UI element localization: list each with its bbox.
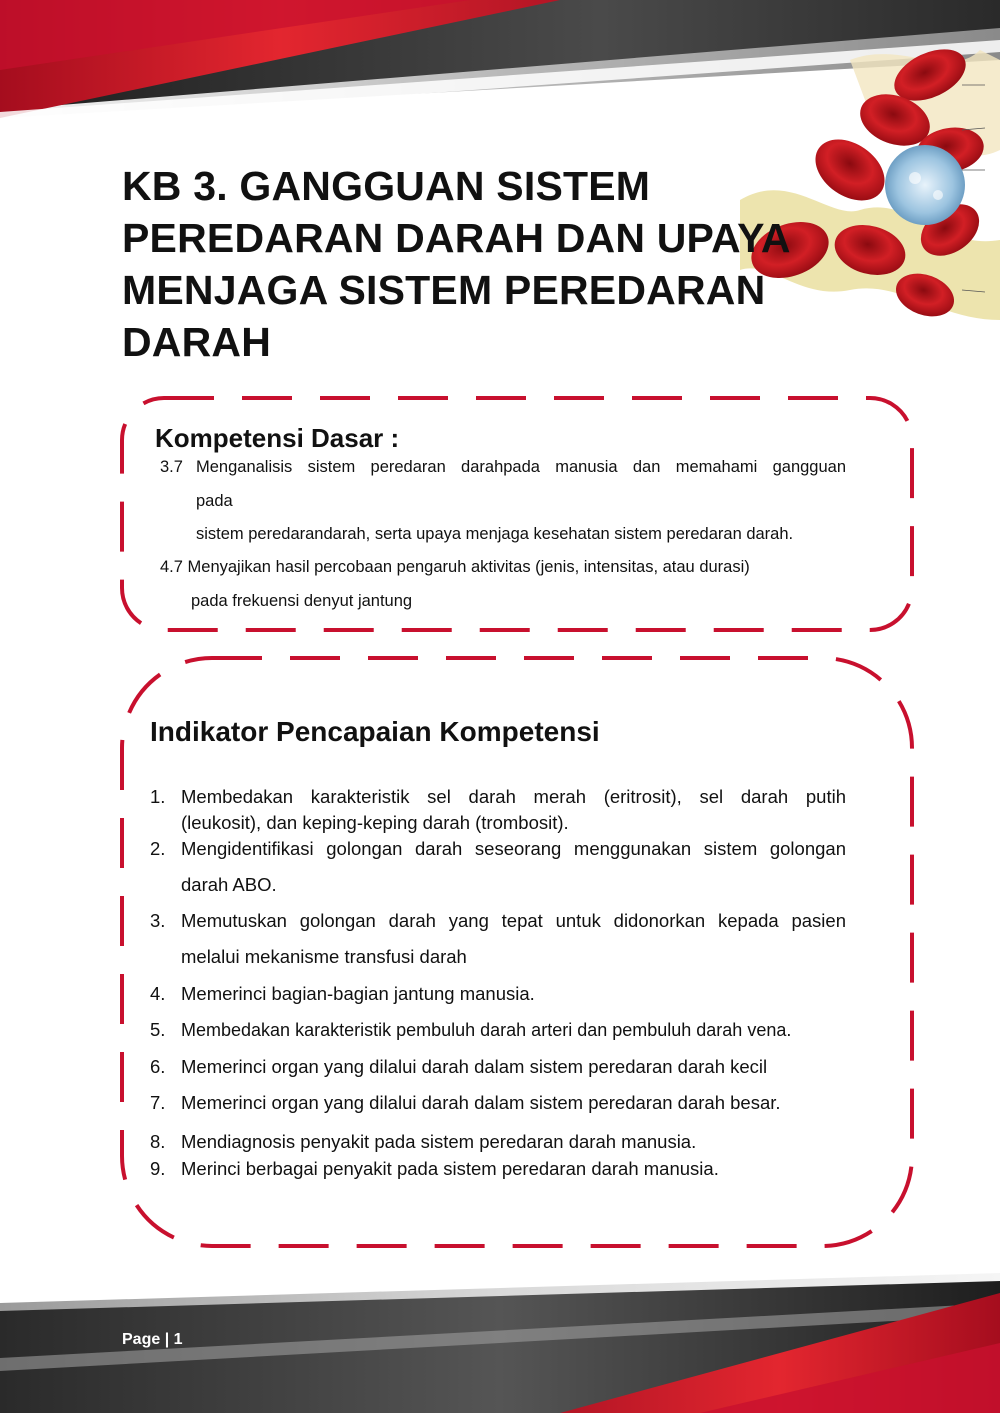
kd1-line-2: pada bbox=[196, 492, 233, 510]
list-item-line-1: Mendiagnosis penyakit pada sistem peredaran darah manusia. bbox=[181, 1131, 697, 1152]
kd1-number: 3.7 bbox=[160, 458, 183, 476]
list-item-line-2: darah ABO. bbox=[181, 874, 277, 895]
list-item-number: 1. bbox=[150, 786, 166, 807]
kd2-line-1: 4.7 Menyajikan hasil percobaan pengaruh aktivitas (jenis, intensitas, atau durasi) bbox=[160, 558, 750, 576]
kompetensi-dasar-heading: Kompetensi Dasar : bbox=[155, 423, 400, 453]
list-item-line-2: (leukosit), dan keping-keping darah (trombosit). bbox=[181, 812, 569, 833]
list-item-number: 8. bbox=[150, 1131, 166, 1152]
list-item-number: 4. bbox=[150, 983, 166, 1004]
title-line-3: MENJAGA SISTEM PEREDARAN bbox=[122, 267, 766, 313]
list-item-number: 2. bbox=[150, 838, 166, 859]
list-item-number: 3. bbox=[150, 910, 166, 931]
page-title bbox=[122, 160, 842, 368]
kd2-line-2: pada frekuensi denyut jantung bbox=[191, 592, 413, 610]
kd1-line-1: Menganalisis sistem peredaran darahpada manusia dan memahami gangguan bbox=[196, 458, 846, 476]
list-item-line-1: Membedakan karakteristik pembuluh darah arteri dan pembuluh darah vena. bbox=[181, 1020, 792, 1040]
indikator-heading: Indikator Pencapaian Kompetensi bbox=[150, 716, 600, 747]
page-number: Page | 1 bbox=[122, 1331, 183, 1348]
list-item-number: 6. bbox=[150, 1056, 166, 1077]
kd1-line-3: sistem peredarandarah, serta upaya menjaga kesehatan sistem peredaran darah. bbox=[196, 525, 794, 543]
list-item-line-1: Memutuskan golongan darah yang tepat untuk didonorkan kepada pasien bbox=[181, 910, 846, 931]
list-item-line-1: Mengidentifikasi golongan darah seseorang menggunakan sistem golongan bbox=[181, 838, 846, 859]
list-item-line-1: Memerinci organ yang dilalui darah dalam sistem peredaran darah kecil bbox=[181, 1056, 768, 1077]
title-line-2: PEREDARAN DARAH DAN UPAYA bbox=[122, 215, 791, 261]
title-line-1: KB 3. GANGGUAN SISTEM bbox=[122, 163, 651, 209]
title-line-4: DARAH bbox=[122, 319, 272, 365]
list-item-line-1: Memerinci bagian-bagian jantung manusia. bbox=[181, 983, 535, 1004]
list-item-line-1: Memerinci organ yang dilalui darah dalam sistem peredaran darah besar. bbox=[181, 1092, 781, 1113]
list-item-number: 7. bbox=[150, 1092, 166, 1113]
list-item-line-2: melalui mekanisme transfusi darah bbox=[181, 946, 467, 967]
list-item-line-1: Membedakan karakteristik sel darah merah (eritrosit), sel darah putih bbox=[181, 786, 846, 807]
list-item-line-1: Merinci berbagai penyakit pada sistem peredaran darah manusia. bbox=[181, 1158, 719, 1179]
list-item-number: 9. bbox=[150, 1158, 166, 1179]
list-item-number: 5. bbox=[150, 1019, 166, 1040]
